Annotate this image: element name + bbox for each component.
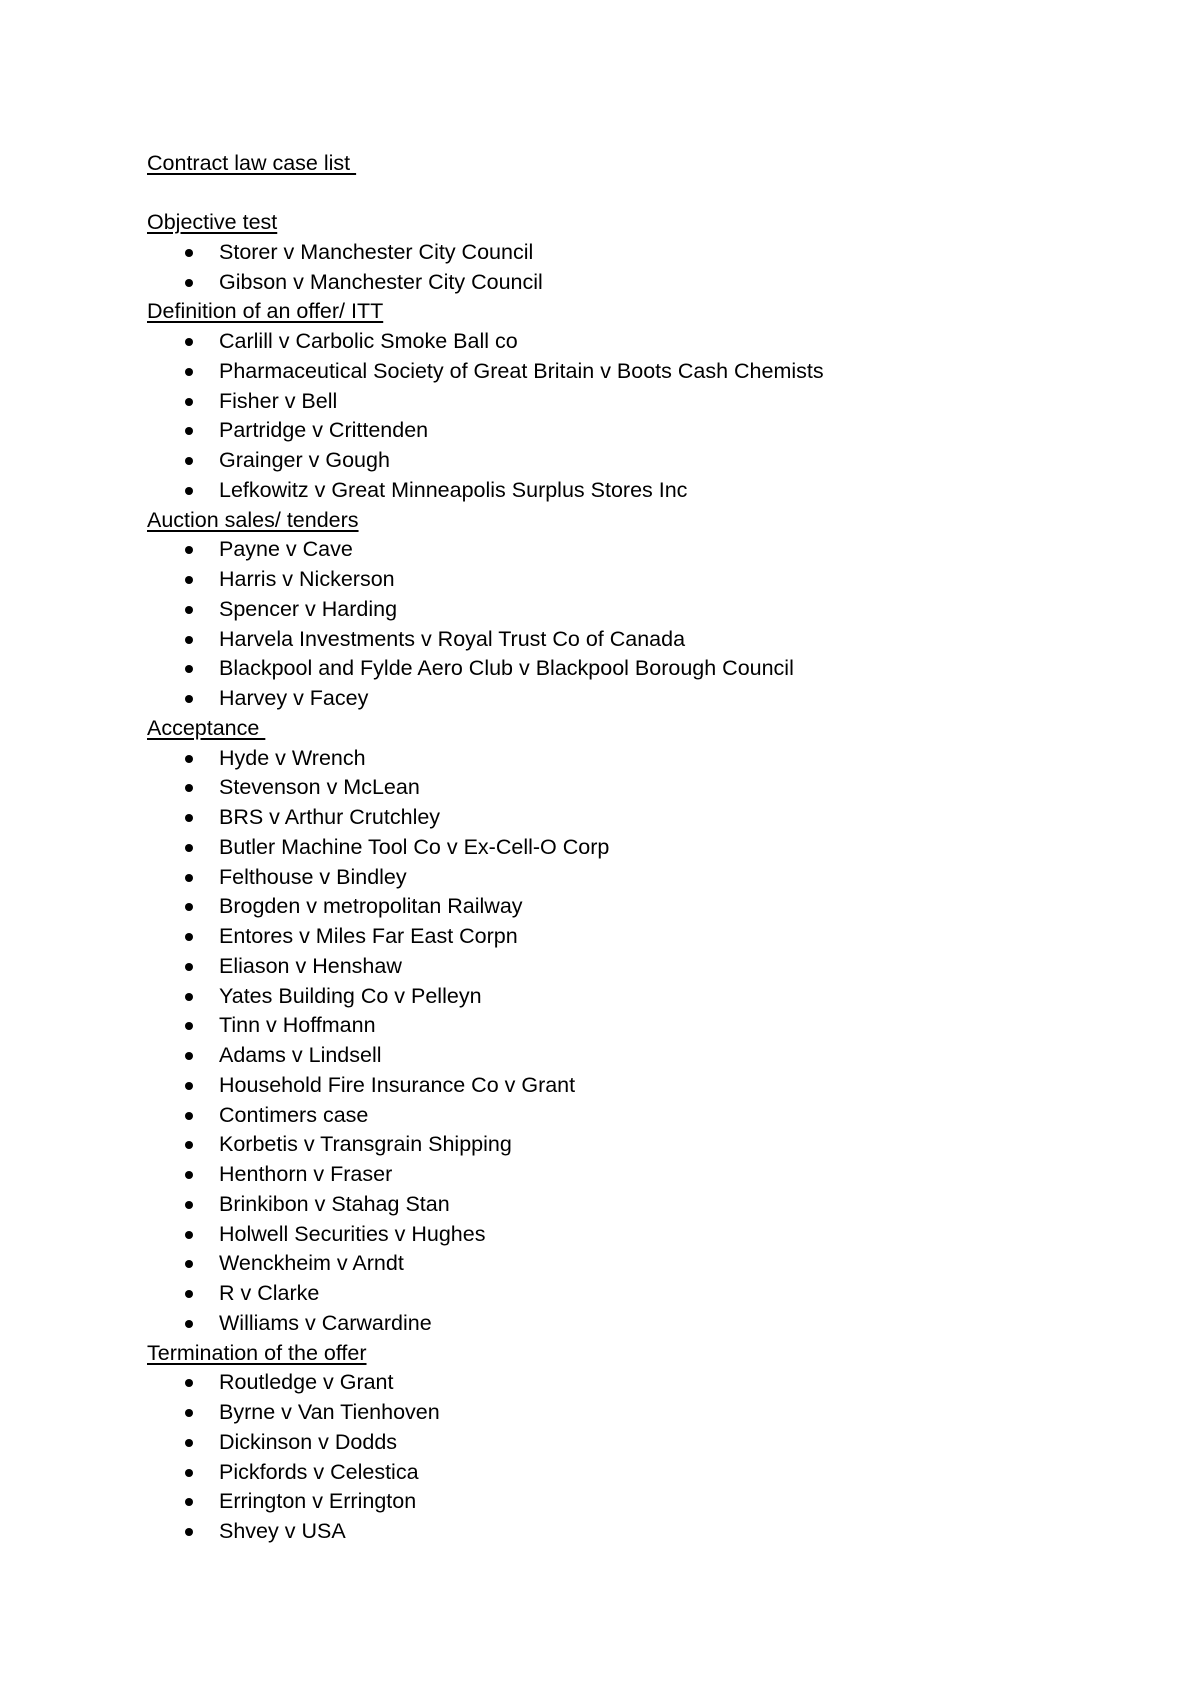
bullet-icon (185, 636, 193, 644)
case-name: Hyde v Wrench (219, 745, 366, 770)
case-name: Brogden v metropolitan Railway (219, 894, 523, 919)
case-name: Harvey v Facey (219, 686, 369, 710)
bullet-icon (185, 665, 193, 673)
list-item (147, 1190, 1127, 1220)
bullet-icon (185, 755, 193, 763)
case-name: Felthouse v Bindley (219, 864, 407, 889)
list-item (147, 803, 1127, 833)
case-list (147, 535, 1127, 714)
list-item (147, 1398, 1127, 1428)
case-name: Lefkowitz v Great Minneapolis Surplus Stores Inc (219, 477, 688, 502)
document-page (147, 148, 1127, 1547)
list-item (147, 863, 1127, 893)
list-item (147, 744, 1127, 774)
case-name: Korbetis v Transgrain Shipping (219, 1132, 512, 1157)
case-section (147, 714, 1127, 1339)
case-name: Dickinson v Dodds (219, 1429, 398, 1454)
list-item (147, 982, 1127, 1012)
case-name: Stevenson v McLean (219, 775, 420, 800)
bullet-icon (185, 606, 193, 614)
case-name: Byrne v Van Tienhoven (219, 1400, 440, 1424)
bullet-icon (185, 1022, 193, 1030)
bullet-icon (185, 279, 193, 287)
bullet-icon (185, 844, 193, 852)
list-item (147, 357, 1127, 387)
list-item (147, 446, 1127, 476)
bullet-icon (185, 993, 193, 1001)
case-name: Harvela Investments v Royal Trust Co of Canada (219, 626, 686, 651)
case-name: Routledge v Grant (219, 1370, 394, 1395)
list-item (147, 1487, 1127, 1517)
case-name: Fisher v Bell (219, 388, 338, 413)
list-item (147, 952, 1127, 982)
section-heading: Objective test (147, 210, 278, 234)
list-item (147, 684, 1127, 714)
case-list (147, 238, 1127, 298)
list-item (147, 416, 1127, 446)
bullet-icon (185, 1290, 193, 1298)
case-name: Grainger v Gough (219, 448, 390, 472)
list-item (147, 387, 1127, 417)
list-item (147, 327, 1127, 357)
case-list (147, 744, 1127, 1339)
list-item (147, 1041, 1127, 1071)
case-name: Brinkibon v Stahag Stan (219, 1191, 450, 1216)
bullet-icon (185, 576, 193, 584)
list-item (147, 1309, 1127, 1339)
section-heading: Termination of the offer (147, 1340, 367, 1365)
list-item (147, 1517, 1127, 1547)
case-section (147, 1339, 1127, 1547)
case-section (147, 208, 1127, 297)
case-name: Pharmaceutical Society of Great Britain v Boots Cash Chemists (219, 358, 824, 383)
list-item (147, 892, 1127, 922)
case-section (147, 297, 1127, 505)
case-name: Spencer v Harding (219, 596, 398, 621)
list-item (147, 625, 1127, 655)
bullet-icon (185, 1231, 193, 1239)
list-item (147, 1101, 1127, 1131)
bullet-icon (185, 814, 193, 822)
list-item (147, 833, 1127, 863)
title-spacer (147, 178, 1127, 208)
case-name: Gibson v Manchester City Council (219, 269, 543, 294)
bullet-icon (185, 487, 193, 495)
case-section (147, 506, 1127, 714)
case-name: Partridge v Crittenden (219, 418, 429, 443)
bullet-icon (185, 1469, 193, 1477)
bullet-icon (185, 1409, 193, 1417)
bullet-icon (185, 457, 193, 465)
bullet-icon (185, 1112, 193, 1120)
section-heading: Acceptance (147, 715, 266, 740)
case-name: Payne v Cave (219, 537, 353, 562)
list-item (147, 1458, 1127, 1488)
list-item (147, 1071, 1127, 1101)
list-item (147, 1130, 1127, 1160)
list-item (147, 773, 1127, 803)
case-name: Butler Machine Tool Co v Ex-Cell-O Corp (219, 834, 610, 859)
section-heading: Auction sales/ tenders (147, 507, 359, 532)
bullet-icon (185, 1528, 193, 1536)
bullet-icon (185, 1052, 193, 1060)
document-title: Contract law case list (147, 151, 357, 175)
case-name: Storer v Manchester City Council (219, 239, 534, 264)
case-name: Errington v Errington (219, 1489, 417, 1514)
bullet-icon (185, 933, 193, 941)
bullet-icon (185, 874, 193, 882)
bullet-icon (185, 963, 193, 971)
bullet-icon (185, 1320, 193, 1328)
list-item (147, 1249, 1127, 1279)
bullet-icon (185, 1201, 193, 1209)
bullet-icon (185, 1141, 193, 1149)
list-item (147, 476, 1127, 506)
list-item (147, 1279, 1127, 1309)
case-name: Blackpool and Fylde Aero Club v Blackpool Borough Council (219, 656, 794, 681)
bullet-icon (185, 1171, 193, 1179)
case-name: R v Clarke (219, 1281, 320, 1305)
bullet-icon (185, 546, 193, 554)
case-name: Tinn v Hoffmann (219, 1013, 376, 1038)
list-item (147, 595, 1127, 625)
case-name: Eliason v Henshaw (219, 953, 402, 978)
bullet-icon (185, 784, 193, 792)
list-item (147, 1011, 1127, 1041)
list-item (147, 654, 1127, 684)
case-list (147, 327, 1127, 506)
list-item (147, 1368, 1127, 1398)
bullet-icon (185, 1498, 193, 1506)
case-name: Adams v Lindsell (219, 1043, 382, 1067)
bullet-icon (185, 903, 193, 911)
bullet-icon (185, 368, 193, 376)
bullet-icon (185, 338, 193, 346)
bullet-icon (185, 398, 193, 406)
case-sections (147, 208, 1127, 1547)
case-name: Contimers case (219, 1102, 369, 1127)
case-list (147, 1368, 1127, 1547)
bullet-icon (185, 1082, 193, 1090)
case-name: Carlill v Carbolic Smoke Ball co (219, 329, 518, 353)
case-name: Harris v Nickerson (219, 567, 395, 591)
case-name: Pickfords v Celestica (219, 1459, 419, 1484)
list-item (147, 1160, 1127, 1190)
bullet-icon (185, 695, 193, 703)
case-name: Yates Building Co v Pelleyn (219, 983, 482, 1008)
list-item (147, 565, 1127, 595)
bullet-icon (185, 1379, 193, 1387)
case-name: Shvey v USA (219, 1519, 346, 1543)
bullet-icon (185, 1439, 193, 1447)
bullet-icon (185, 1260, 193, 1268)
section-heading: Definition of an offer/ ITT (147, 299, 384, 324)
case-name: Williams v Carwardine (219, 1310, 432, 1335)
list-item (147, 535, 1127, 565)
list-item (147, 268, 1127, 298)
bullet-icon (185, 427, 193, 435)
list-item (147, 1220, 1127, 1250)
case-name: Wenckheim v Arndt (219, 1251, 404, 1276)
case-name: Household Fire Insurance Co v Grant (219, 1072, 576, 1097)
list-item (147, 1428, 1127, 1458)
case-name: Henthorn v Fraser (219, 1162, 393, 1186)
case-name: BRS v Arthur Crutchley (219, 805, 441, 829)
case-name: Holwell Securities v Hughes (219, 1221, 486, 1246)
bullet-icon (185, 249, 193, 257)
list-item (147, 238, 1127, 268)
list-item (147, 922, 1127, 952)
case-name: Entores v Miles Far East Corpn (219, 924, 518, 948)
